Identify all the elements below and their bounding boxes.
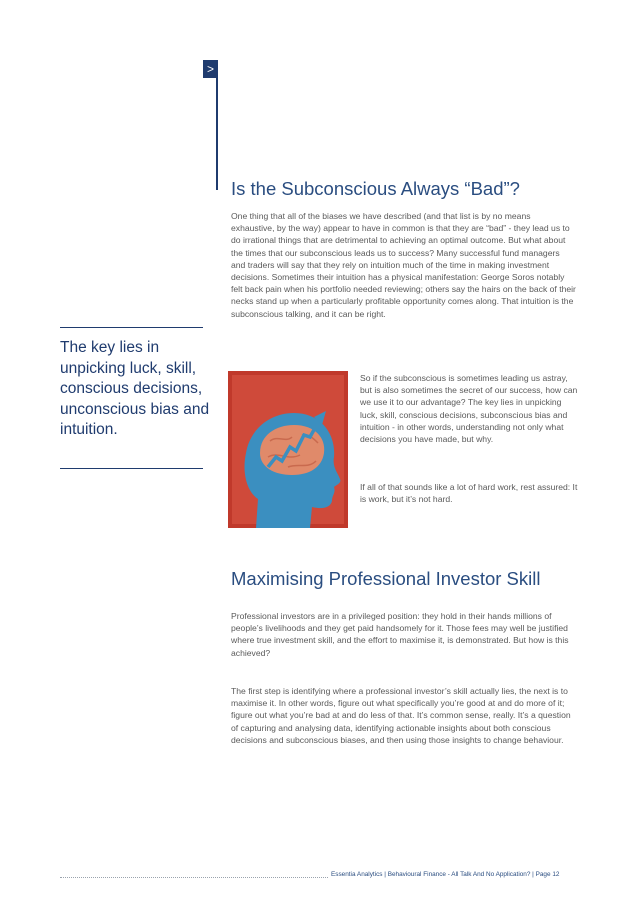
pull-quote: The key lies in unpicking luck, skill, conscious decisions, unconscious bias and intuition. bbox=[60, 339, 210, 438]
pull-quote-top-rule bbox=[60, 327, 203, 328]
pull-quote-bottom-rule bbox=[60, 468, 203, 469]
section-chevron-icon: > bbox=[203, 60, 218, 78]
paragraph-biases: One thing that all of the biases we have described (and that list is by no means exhaustive, by the way) appear to have in common is that they are “bad” - they lead us to do irrational things that are detrimental to achieving an optimal outcome. But what about the times that our subconscious leads us to success? Many successful fund managers and traders will say that they rely on intuition much of the time in making investment decisions. Sometimes their intuition has a physical manifestation: George Soros notably felt back pain when his portfolio needed reviewing; others say the hairs on the back of their necks stand up when a particularly profitable opportunity comes along. That intuition is the subconscious talking, and it can be right. bbox=[231, 211, 576, 319]
footer-dotted-rule bbox=[60, 877, 328, 878]
paragraph-hard-work: If all of that sounds like a lot of hard work, rest assured: It is work, but it’s not hard. bbox=[360, 482, 578, 505]
head-brain-illustration bbox=[228, 371, 348, 528]
paragraph-first-step: The first step is identifying where a professional investor’s skill actually lies, the next is to maximise it. In other words, figure out what specifically you’re good at and do more of it; figure out what you’re bad at and do less of that. It’s common sense, really. It’s a question of capturing and analysing data, identifying actionable insights about both conscious decisions and subconscious biases, and then using those insights to change behaviour. bbox=[231, 686, 571, 745]
paragraph-advantage: So if the subconscious is sometimes leading us astray, but is also sometimes the secret of our success, how can we use it to our advantage? The key lies in unpicking luck, skill, conscious decisions, subconscious bias and intuition - in other words, understanding not only what decisions you have made, but why. bbox=[360, 373, 578, 445]
section-title-subconscious: Is the Subconscious Always “Bad”? bbox=[231, 178, 520, 199]
paragraph-privileged: Professional investors are in a privileged position: they hold in their hands millions of people’s livelihoods and they get paid handsomely for it. Those fees may well be justified where true investment skill, and the effort to maximise it, is demonstrated. But how is this achieved? bbox=[231, 611, 569, 658]
footer-text: Essentia Analytics | Behavioural Finance - All Talk And No Application? | Page 12 bbox=[331, 871, 560, 878]
section-title-maximising: Maximising Professional Investor Skill bbox=[231, 568, 541, 589]
section-vertical-rule bbox=[216, 60, 218, 190]
